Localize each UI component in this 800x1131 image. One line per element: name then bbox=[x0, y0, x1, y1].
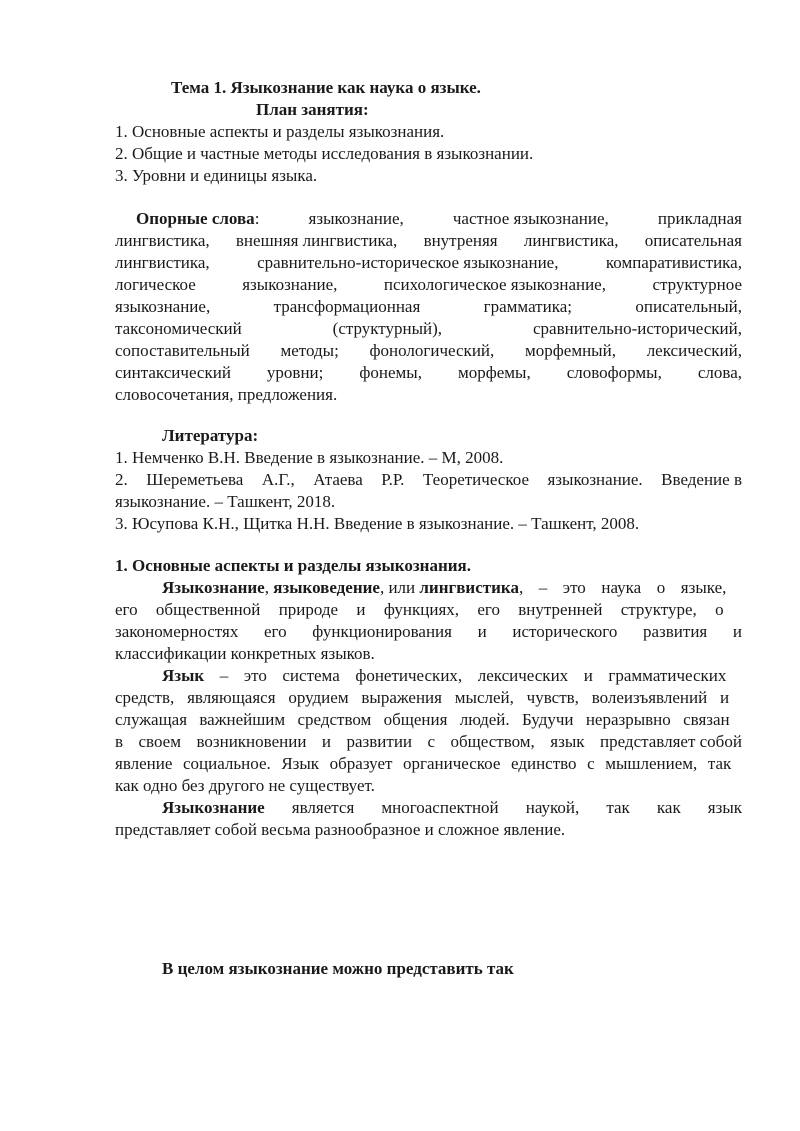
keywords-label: Опорные слова bbox=[136, 209, 255, 228]
topic-title: Тема 1. Языкознание как наука о языке. bbox=[171, 78, 481, 97]
plan-item: 2. Общие и частные методы исследования в языкознании. bbox=[115, 144, 534, 163]
section-1 bbox=[115, 555, 742, 841]
body-line: Языкознание является многоаспектной наукой, так как язык bbox=[162, 798, 742, 817]
keywords-line: сопоставительный методы; фонологический, морфемный, лексический, bbox=[115, 341, 742, 360]
body-line: Языкознание, языковедение, или лингвистика, – это наука о языке, bbox=[162, 578, 727, 597]
keywords-line: синтаксический уровни; фонемы, морфемы, словоформы, слова, bbox=[115, 363, 742, 382]
body-line: средств, являющаяся орудием выражения мыслей, чувств, волеизъявлений и bbox=[115, 688, 730, 707]
closing-heading: В целом языкознание можно представить так bbox=[162, 959, 514, 978]
literature-item: 1. Немченко В.Н. Введение в языкознание. – М, 2008. bbox=[115, 448, 504, 467]
keywords-line: языкознание, трансформационная грамматика; описательный, bbox=[115, 297, 742, 316]
plan-heading: План занятия: bbox=[256, 100, 369, 119]
body-line: закономерностях его функционирования и исторического развития и bbox=[115, 622, 742, 641]
literature-item-cont: языкознание. – Ташкент, 2018. bbox=[115, 492, 336, 511]
plan-item: 3. Уровни и единицы языка. bbox=[115, 166, 318, 185]
literature-section bbox=[115, 425, 742, 535]
keywords-line: логическое языкознание, психологическое языкознание, структурное bbox=[115, 275, 742, 294]
body-line: как одно без другого не существует. bbox=[115, 776, 375, 795]
body-line: в своем возникновении и развитии с обществом, язык представляет собой bbox=[115, 732, 742, 751]
keywords-line: лингвистика, внешняя лингвистика, внутреняя лингвистика, описательная bbox=[115, 231, 742, 250]
literature-item: 2. Шереметьева А.Г., Атаева Р.Р. Теоретическое языкознание. Введение в bbox=[115, 470, 742, 489]
body-line: явление социальное. Язык образует органическое единство с мышлением, так bbox=[115, 754, 732, 773]
keywords-line: лингвистика, сравнительно-историческое языкознание, компаративистика, bbox=[115, 253, 742, 272]
literature-heading: Литература: bbox=[162, 426, 259, 445]
body-line: представляет собой весьма разнообразное и сложное явление. bbox=[115, 820, 566, 839]
section-heading: 1. Основные аспекты и разделы языкознания. bbox=[115, 556, 472, 575]
body-line: его общественной природе и функциях, его внутренней структуре, о bbox=[115, 600, 724, 619]
body-line: классификации конкретных языков. bbox=[115, 644, 375, 663]
plan-item: 1. Основные аспекты и разделы языкознания. bbox=[115, 122, 445, 141]
keywords-line: словосочетания, предложения. bbox=[115, 385, 338, 404]
literature-item: 3. Юсупова К.Н., Щитка Н.Н. Введение в языкознание. – Ташкент, 2008. bbox=[115, 514, 640, 533]
keywords-paragraph bbox=[115, 208, 742, 406]
plan-list bbox=[115, 121, 742, 187]
body-line: служащая важнейшим средством общения людей. Будучи неразрывно связан bbox=[115, 710, 730, 729]
keywords-line: Опорные слова: языкознание, частное языкознание, прикладная bbox=[136, 209, 742, 228]
keywords-line: таксономический (структурный), сравнительно-исторический, bbox=[115, 319, 742, 338]
body-line: Язык – это система фонетических, лексических и грамматических bbox=[162, 666, 727, 685]
